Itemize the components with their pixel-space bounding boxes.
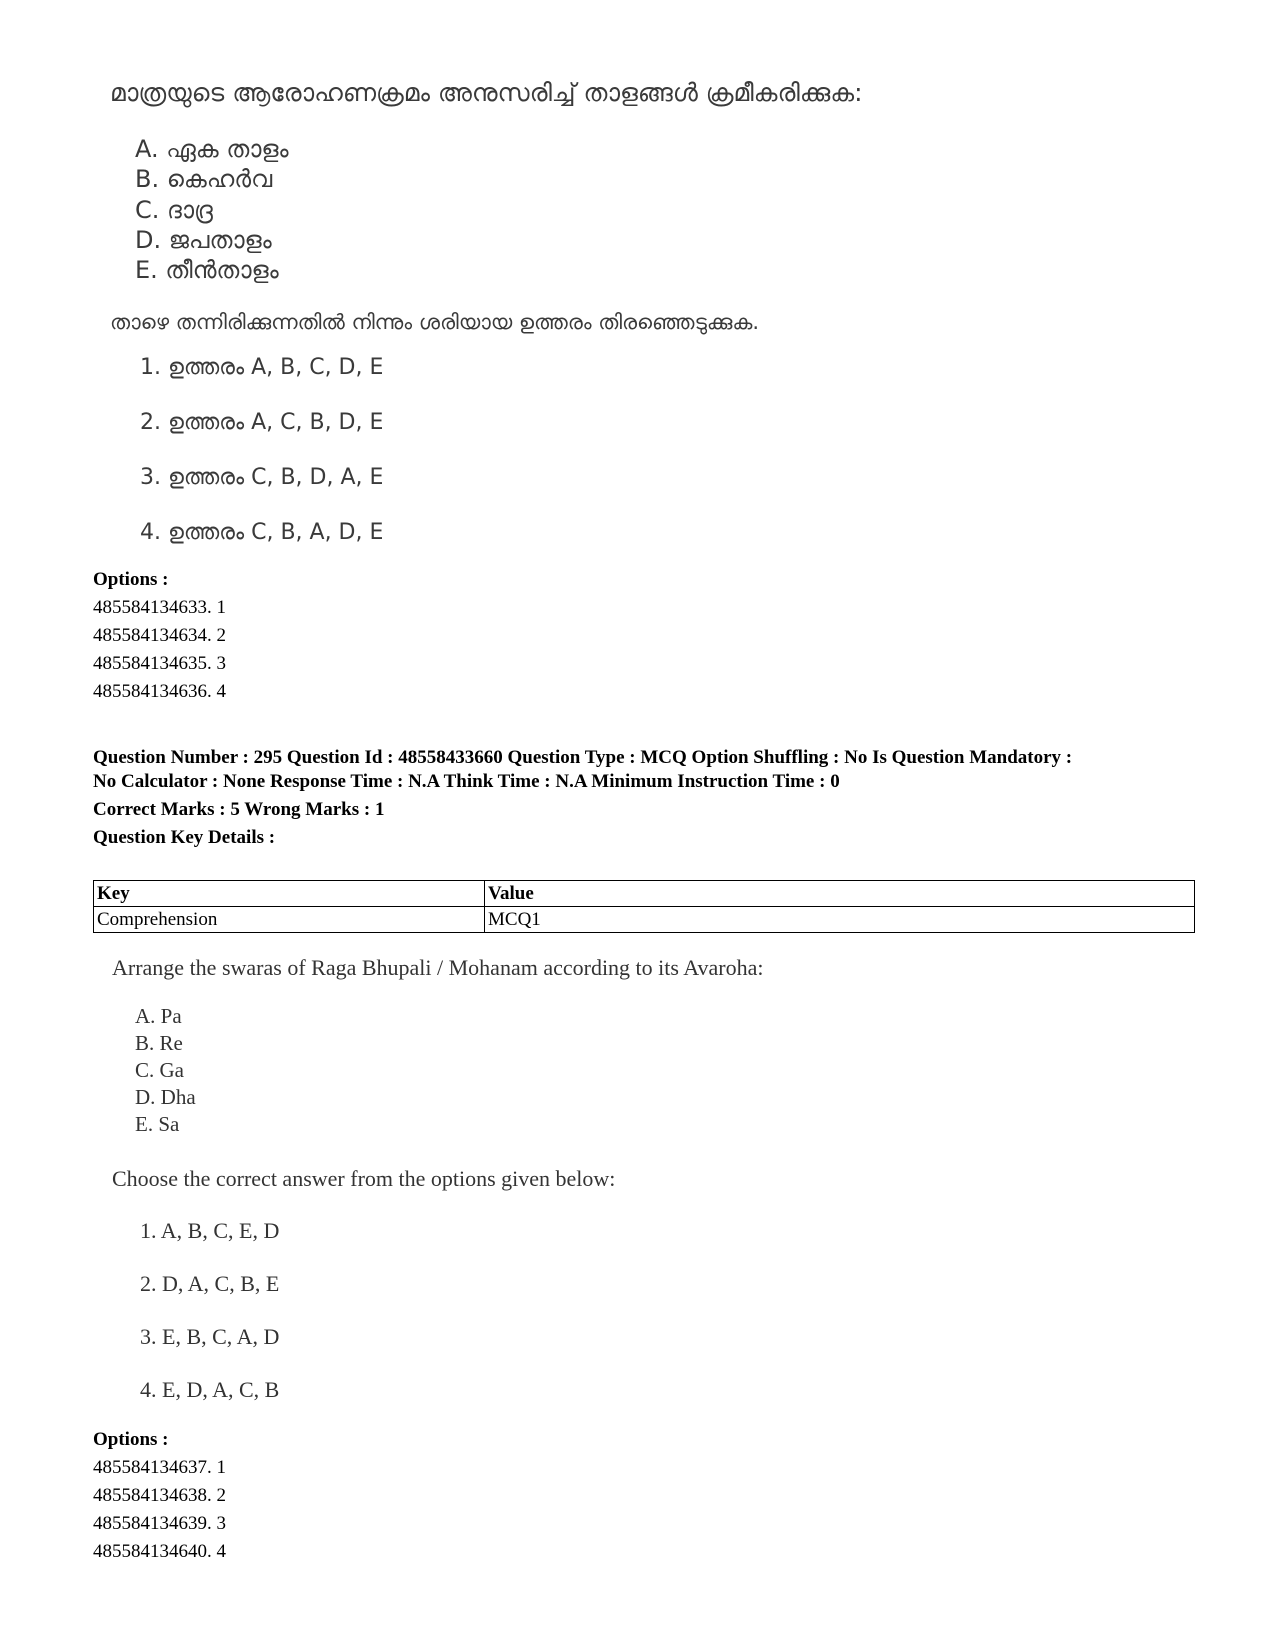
answer-choice: 4. E, D, A, C, B — [140, 1377, 280, 1402]
table-header-cell: Value — [485, 881, 1195, 907]
instruction-text: Choose the correct answer from the options given below: — [112, 1166, 616, 1191]
marks-line: Correct Marks : 5 Wrong Marks : 1 — [93, 799, 385, 820]
option-item: 485584134635. 3 — [93, 653, 226, 674]
list-item: B. Re — [135, 1031, 183, 1055]
list-item: D. ജപതാളം — [135, 226, 272, 254]
question-stem-malayalam: മാത്രയുടെ ആരോഹണക്രമം അനുസരിച്ച് താളങ്ങൾ ക്രമീകരിക്കുക: — [110, 78, 863, 107]
list-item: A. Pa — [135, 1004, 182, 1028]
list-item: E. Sa — [135, 1112, 180, 1136]
options-label: Options : — [93, 569, 169, 590]
answer-choice: 1. ഉത്തരം A, B, C, D, E — [140, 355, 384, 380]
list-item: B. കെഹർവ — [135, 165, 273, 193]
option-item: 485584134633. 1 — [93, 597, 226, 618]
option-item: 485584134637. 1 — [93, 1457, 226, 1478]
table-row — [94, 907, 1195, 933]
option-item: 485584134638. 2 — [93, 1485, 226, 1506]
list-item: D. Dha — [135, 1085, 196, 1109]
table-cell: Comprehension — [94, 907, 485, 933]
option-item: 485584134636. 4 — [93, 681, 226, 702]
key-details-table — [93, 880, 1195, 933]
key-details-label: Question Key Details : — [93, 827, 276, 848]
answer-choice: 3. E, B, C, A, D — [140, 1324, 280, 1349]
table-header-cell: Key — [94, 881, 485, 907]
table-header-row — [94, 881, 1195, 907]
answer-choice: 3. ഉത്തരം C, B, D, A, E — [140, 465, 384, 490]
option-item: 485584134634. 2 — [93, 625, 226, 646]
list-item: C. Ga — [135, 1058, 184, 1082]
list-item: E. തീൻതാളം — [135, 256, 279, 284]
answer-choice: 2. ഉത്തരം A, C, B, D, E — [140, 410, 384, 435]
answer-choice: 1. A, B, C, E, D — [140, 1218, 280, 1243]
answer-choice: 4. ഉത്തരം C, B, A, D, E — [140, 520, 384, 545]
question-meta-line: Question Number : 295 Question Id : 48558433660 Question Type : MCQ Option Shuffling : No Is Question Mandatory : — [93, 747, 1073, 768]
question-meta — [93, 746, 1193, 794]
option-item: 485584134640. 4 — [93, 1541, 226, 1562]
question-meta-line: No Calculator : None Response Time : N.A Think Time : N.A Minimum Instruction Time : 0 — [93, 771, 840, 792]
table-cell: MCQ1 — [485, 907, 1195, 933]
options-label: Options : — [93, 1429, 169, 1450]
answer-choice: 2. D, A, C, B, E — [140, 1271, 280, 1296]
list-item: A. ഏക താളം — [135, 135, 289, 163]
option-item: 485584134639. 3 — [93, 1513, 226, 1534]
instruction-text: താഴെ തന്നിരിക്കുന്നതിൽ നിന്നും ശരിയായ ഉത്തരം തിരഞ്ഞെടുക്കുക. — [110, 310, 760, 334]
list-item: C. ദാദ്ര — [135, 196, 213, 224]
question-stem: Arrange the swaras of Raga Bhupali / Mohanam according to its Avaroha: — [112, 955, 764, 980]
